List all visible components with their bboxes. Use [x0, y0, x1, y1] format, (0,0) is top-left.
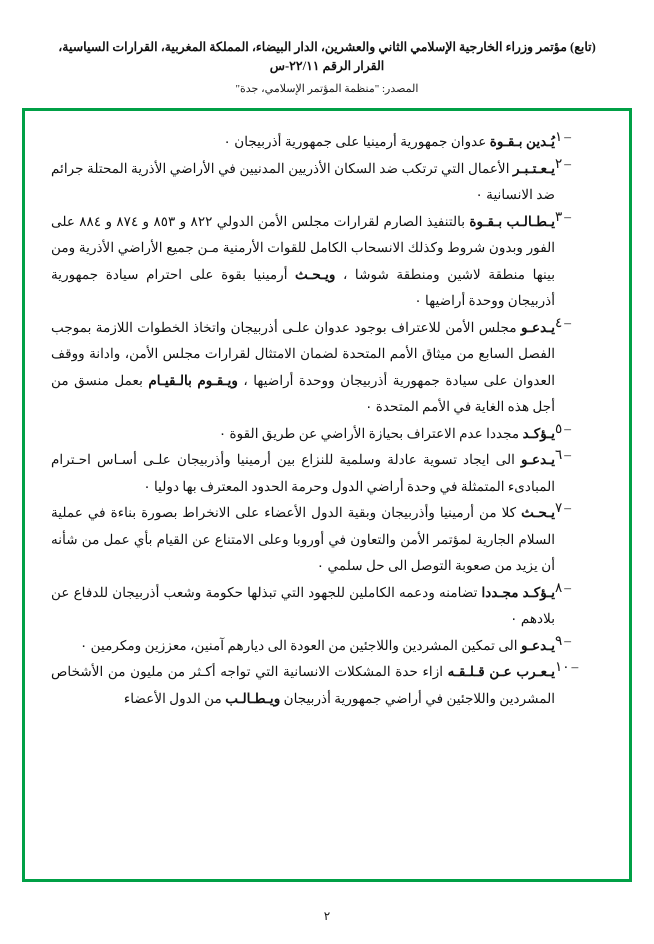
clause-number	[555, 659, 603, 712]
clause-dash: –	[564, 208, 572, 224]
clause-row	[51, 129, 603, 156]
clause-number	[555, 315, 603, 421]
clause-number	[555, 500, 603, 580]
header-title: (تابع) مؤتمر وزراء الخارجية الإسلامي الثاني والعشرين، الدار البيضاء، المملكة المغربية، القرارات السياسية، القرار الرقم ٢٢/١١-س	[58, 40, 596, 73]
clause-number	[555, 633, 603, 660]
clause-number-value: ٣	[555, 208, 563, 224]
clause-text: يُـدين بـقـوة عدوان جمهورية أرمينيا على جمهورية أذربيجان ٠	[223, 134, 555, 149]
clause-row	[51, 633, 603, 660]
clause-number	[555, 209, 603, 315]
content-frame-inner	[25, 111, 629, 879]
clause-dash: –	[564, 129, 572, 144]
clause-dash: –	[564, 420, 572, 436]
clause-dash: –	[564, 314, 572, 330]
header-source: المصدر: "منظمة المؤتمر الإسلامي، جدة"	[235, 82, 419, 95]
clause-number-value: ٤	[555, 314, 563, 330]
clause-number	[555, 447, 603, 500]
clause-number	[555, 580, 603, 633]
clause-row	[51, 156, 603, 209]
clause-dash: –	[571, 659, 579, 674]
clause-text: يـعـرب عـن قـلـقـه ازاء حدة المشكلات الانسانية التي تواجه أكـثر من مليون من الأشخاص المشردين واللاجئين في أراضي جمهورية أذربيجان ويـطـالـب من الدول الأعضاء	[51, 664, 555, 706]
clause-text: يـطـالـب بـقـوة بالتنفيذ الصارم لقرارات مجلس الأمن الدولي ٨٢٢ و ٨٥٣ و ٨٧٤ و ٨٨٤ على الفور وبدون شروط وكذلك الانسحاب الكامل للقوات الأرمنية مـن جميع الأراضي الأذرية ومن بينها منطقة لاشين ومنطقة شوشا ، ويـحـث أرمينيا بقوة على احترام سيادة جمهورية أذربيجان ووحدة أراضيها ٠	[51, 213, 555, 308]
clause-row	[51, 421, 603, 448]
clause-number-value: ٨	[555, 579, 563, 595]
content-frame	[22, 108, 632, 882]
clause-number	[555, 421, 603, 448]
clause-text: يـؤكـد مجددا عدم الاعتراف بحيازة الأراضي عن طريق القوة ٠	[218, 425, 555, 441]
clause-row	[51, 209, 603, 315]
clause-row	[51, 500, 603, 580]
clause-dash: –	[564, 500, 572, 515]
clause-number-value: ١٠	[555, 659, 570, 674]
clause-row	[51, 580, 603, 633]
page-footer	[0, 909, 654, 924]
clause-number-value: ١	[555, 129, 563, 144]
clause-text: يـدعـو الى ايجاد تسوية عادلة وسلمية للنزاع بين أرمينيا وأذربيجان علـى أسـاس احـترام المبادىء المتمثلة في وحدة أراضي الدول وحرمة الحدود المعترف بها دوليا ٠	[51, 452, 555, 494]
clause-row	[51, 659, 603, 712]
clause-number-value: ٦	[555, 447, 563, 462]
clause-number-value: ٩	[555, 632, 563, 648]
clause-text: يـؤكـد مجـددا تضامنه ودعمه الكاملين للجهود التي تبذلها حكومة وشعب أذربيجان للدفاع عن بلادهم ٠	[51, 584, 556, 626]
clause-number	[555, 156, 603, 209]
clause-dash: –	[564, 155, 572, 171]
clause-dash: –	[564, 447, 572, 462]
clause-number-value: ٥	[555, 420, 563, 436]
clause-number	[555, 129, 603, 156]
clause-text: يـدعـو مجلس الأمن للاعتراف بوجود عدوان علـى أذربيجان واتخاذ الخطوات اللازمة بموجب الفصل السابع من ميثاق الأمم المتحدة لضمان الامتثال لقرارات مجلس الأمن، وادانة ووقف العدوان على سيادة جمهورية أذربيجان ووحدة أراضيها ، ويـقـوم بالـقيـام بعمل منسق من أجل هذه الغاية في الأمم المتحدة ٠	[51, 319, 555, 414]
resolution-clause-list	[51, 129, 603, 712]
clause-number-value: ٢	[555, 155, 563, 171]
clause-dash: –	[564, 632, 572, 648]
page-number: ٢	[323, 909, 331, 923]
clause-text: يـعـتـبـر الأعمال التي ترتكب ضد السكان الأذريين المدنيين في الأراضي الأذرية المحتلة جرائم ضد الانسانية ٠	[51, 160, 555, 202]
clause-row	[51, 447, 603, 500]
clause-dash: –	[564, 579, 572, 595]
page-header	[0, 0, 654, 95]
clause-row	[51, 315, 603, 421]
clause-text: يـدعـو الى تمكين المشردين واللاجئين من العودة الى ديارهم آمنين، معززين ومكرمين ٠	[79, 637, 555, 653]
clause-text: يـحـث كلا من أرمينيا وأذربيجان وبقية الدول الأعضاء على الانخراط بصورة بناءة في عملية السلام الجارية لمؤتمر الأمن والتعاون في أوروبا وعلى الامتناع عن القيام بأي عمل من شأنه أن يزيد من صعوبة التوصل الى حل سلمي ٠	[51, 505, 555, 573]
clause-number-value: ٧	[555, 500, 563, 515]
